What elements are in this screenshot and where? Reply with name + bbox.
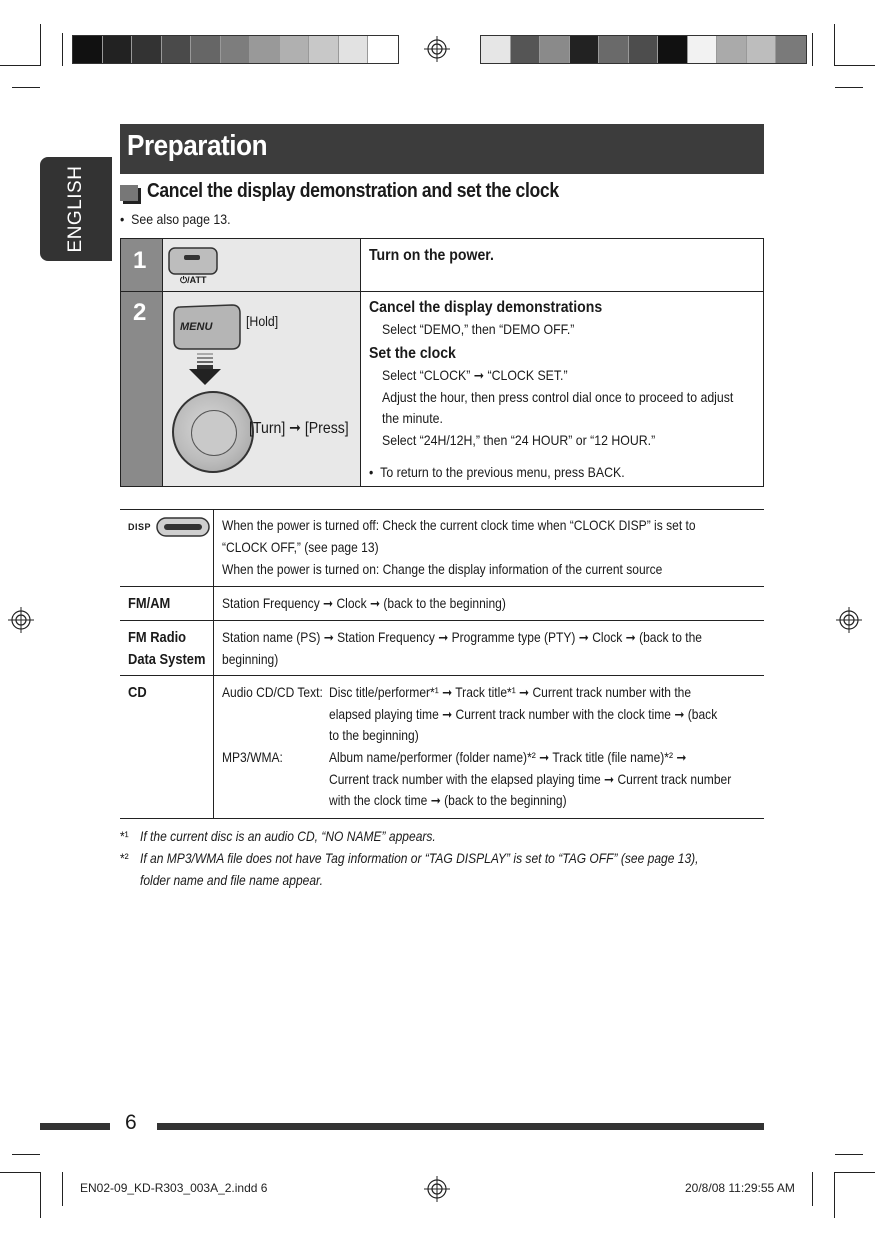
clock-line: Select “CLOCK” ➞ “CLOCK SET.” <box>382 367 568 383</box>
mp3-wma-text: Album name/performer (folder name)*² ➞ Track title (file name)*² ➞ <box>329 749 687 765</box>
cd-label: CD <box>128 684 147 701</box>
power-button-label: ⏻/ATT <box>180 275 207 285</box>
step-number-column <box>121 239 162 486</box>
disp-text: When the power is turned off: Check the current clock time when “CLOCK DISP” is set to <box>222 517 696 533</box>
audio-cd-text: elapsed playing time ➞ Current track number with the clock time ➞ (back <box>329 706 718 722</box>
color-bar-grayscale <box>72 35 399 64</box>
slug-file: EN02-09_KD-R303_003A_2.indd 6 <box>80 1181 268 1195</box>
language-tab <box>40 157 112 261</box>
page-number: 6 <box>125 1111 137 1134</box>
see-also-note: • See also page 13. <box>120 211 231 227</box>
page-header <box>120 124 764 174</box>
page-bar-right <box>157 1123 764 1130</box>
hold-label: [Hold] <box>246 313 279 329</box>
registration-mark-icon <box>424 36 450 62</box>
registration-mark-icon <box>424 1176 450 1202</box>
rds-label: Data System <box>128 651 206 668</box>
footnote-text: If the current disc is an audio CD, “NO NAME” appears. <box>140 828 436 844</box>
disp-text: “CLOCK OFF,” (see page 13) <box>222 539 379 555</box>
page-title: Preparation <box>127 130 268 162</box>
rds-text: Station name (PS) ➞ Station Frequency ➞ Programme type (PTY) ➞ Clock ➞ (back to the <box>222 629 703 645</box>
color-bar-process <box>480 35 807 64</box>
section-heading <box>120 180 615 203</box>
slug-datetime: 20/8/08 11:29:55 AM <box>685 1181 795 1195</box>
display-info-table <box>120 509 764 819</box>
back-note: • To return to the previous menu, press BACK. <box>369 464 625 480</box>
section-title: Cancel the display demonstration and set the clock <box>147 180 559 202</box>
audio-cd-text: to the beginning) <box>329 727 419 743</box>
fm-am-label: FM/AM <box>128 595 171 612</box>
footnote-text: If an MP3/WMA file does not have Tag information or “TAG DISPLAY” is set to “TAG OFF” (see page 13), <box>140 850 699 866</box>
page-bar-left <box>40 1123 110 1130</box>
fm-am-text: Station Frequency ➞ Clock ➞ (back to the beginning) <box>222 595 506 611</box>
cancel-demo-line: Select “DEMO,” then “DEMO OFF.” <box>382 321 575 337</box>
steps-table <box>120 238 764 487</box>
clock-line: the minute. <box>382 410 443 426</box>
rds-label: FM Radio <box>128 629 187 646</box>
step-number: 1 <box>133 247 147 274</box>
footnote-mark: *² <box>120 850 129 866</box>
set-clock-title: Set the clock <box>369 345 456 362</box>
disp-button-icon <box>156 517 210 537</box>
clock-line: Select “24H/12H,” then “24 HOUR” or “12 HOUR.” <box>382 432 656 448</box>
step-1-title: Turn on the power. <box>369 247 494 264</box>
audio-cd-label: Audio CD/CD Text: <box>222 684 323 700</box>
audio-cd-text: Disc title/performer*¹ ➞ Track title*¹ ➞ Current track number with the <box>329 684 692 700</box>
mp3-wma-text: with the clock time ➞ (back to the beginning) <box>329 792 567 808</box>
step-number: 2 <box>133 299 147 326</box>
rds-text: beginning) <box>222 651 279 667</box>
arrow-down-icon <box>187 353 223 387</box>
disp-text: When the power is turned on: Change the display information of the current source <box>222 561 663 577</box>
footnote-mark: *¹ <box>120 828 129 844</box>
dial-label: [Turn] ➞ [Press] <box>249 420 349 437</box>
registration-mark-icon <box>836 607 862 633</box>
square-bullet-icon <box>120 185 138 201</box>
menu-button-label: MENU <box>180 321 213 333</box>
clock-line: Adjust the hour, then press control dial once to proceed to adjust <box>382 389 734 405</box>
footnote-text: folder name and file name appear. <box>140 872 323 888</box>
mp3-wma-label: MP3/WMA: <box>222 749 283 765</box>
registration-mark-icon <box>8 607 34 633</box>
mp3-wma-text: Current track number with the elapsed playing time ➞ Current track number <box>329 771 732 787</box>
language-label: ENGLISH <box>65 165 86 253</box>
disp-label: DISP <box>128 522 152 532</box>
control-dial-icon <box>172 391 254 473</box>
cancel-demo-title: Cancel the display demonstrations <box>369 299 603 316</box>
